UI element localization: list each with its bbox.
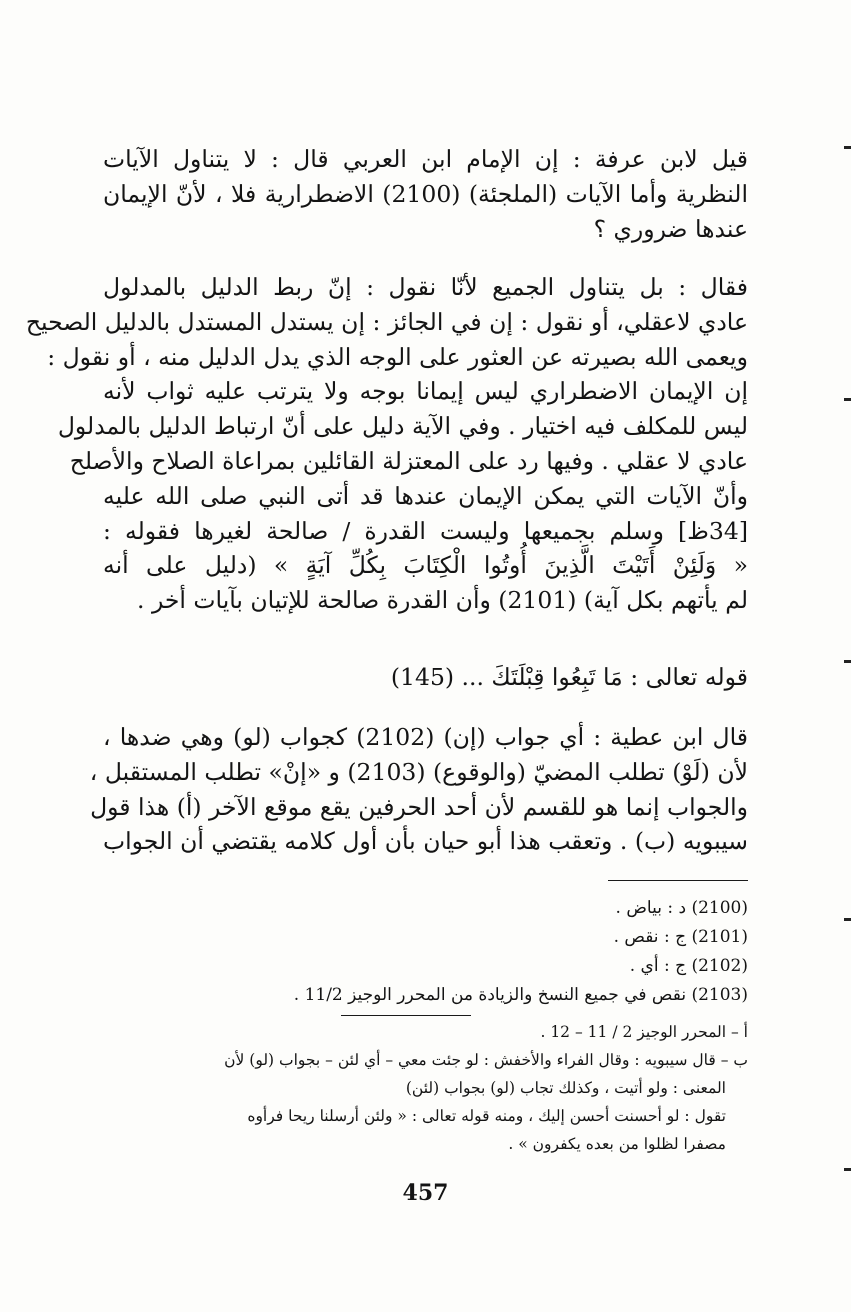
text-line: [34ظ] وسلم بجميعها وليست القدرة / صالحة لغيرها فقوله : bbox=[103, 516, 748, 545]
text-line: والجواب إنما هو للقسم لأن أحد الحرفين يقع موقع الآخر (أ) هذا قول bbox=[90, 792, 748, 821]
scan-edge-mark bbox=[844, 1168, 851, 1171]
notes-separator bbox=[341, 1015, 471, 1016]
text-line: لم يأتهم بكل آية) (2101) وأن القدرة صالحة للإتيان بآيات أخر . bbox=[137, 586, 748, 615]
paragraph-2 bbox=[25, 270, 748, 618]
text-line: فقال : بل يتناول الجميع لأنّا نقول : إنّ ربط الدليل بالمدلول bbox=[103, 273, 748, 301]
footnote-separator bbox=[608, 880, 748, 881]
editor-note: ب – قال سيبويه : وقال الفراء والأخفش : لو جئت معي – أي لئن – بجواب (لو) لأن bbox=[224, 1051, 748, 1069]
text-line: قيل لابن عرفة : إن الإمام ابن العربي قال : لا يتناول الآيات bbox=[103, 145, 748, 173]
editor-note: تقول : لو أحسنت أحسن إليك ، ومنه قوله تعالى : « ولئن أرسلنا ريحا فرأوه bbox=[247, 1107, 726, 1125]
text-line: عندها ضروري ؟ bbox=[593, 214, 748, 243]
text-line: إن الإيمان الاضطراري ليس إيمانا بوجه ولا يترتب عليه ثواب لأنه bbox=[103, 377, 748, 406]
text-line: عادي لاعقلي، أو نقول : إن في الجائز : إن يستدل المستدل بالدليل الصحيح bbox=[25, 307, 748, 336]
scan-edge-mark bbox=[844, 146, 851, 149]
scan-edge-mark bbox=[844, 660, 851, 663]
footnotes bbox=[103, 894, 748, 1010]
verse-heading bbox=[148, 660, 748, 695]
footnote: (2102) ج : أي . bbox=[629, 956, 748, 976]
scan-edge-mark bbox=[844, 918, 851, 921]
editor-note: مصفرا لظلوا من بعده يكفرون » . bbox=[508, 1135, 726, 1153]
text-line: عادي لا عقلي . وفيها رد على المعتزلة القائلين بمراعاة الصلاح والأصلح bbox=[69, 446, 748, 475]
text-line: ليس للمكلف فيه اختيار . وفي الآية دليل على أنّ ارتباط الدليل بالمدلول bbox=[57, 412, 748, 441]
editor-note: أ – المحرر الوجيز 2 / 11 – 12 . bbox=[540, 1023, 748, 1041]
text-line: قال ابن عطية : أي جواب (إن) (2102) كجواب (لو) وهي ضدها ، bbox=[103, 723, 748, 751]
editor-notes bbox=[88, 1018, 748, 1158]
footnote: (2100) د : بياض . bbox=[615, 898, 748, 918]
text-line: ويعمى الله بصيرته عن العثور على الوجه الذي يدل الدليل منه ، أو نقول : bbox=[47, 342, 748, 371]
quran-verse-line: « وَلَئِنْ أَتَيْتَ الَّذِينَ أُوتُوا الْكِتَابَ بِكُلِّ آيَةٍ » (دليل على أنه bbox=[103, 551, 748, 580]
page-number: 457 bbox=[402, 1180, 449, 1206]
paragraph-1 bbox=[103, 142, 748, 246]
text-line: قوله تعالى : مَا تَبِعُوا قِبْلَتَكَ ... (145) bbox=[390, 663, 748, 691]
scan-edge-mark bbox=[844, 398, 851, 401]
footnote: (2101) ج : نقص . bbox=[613, 927, 748, 947]
footnote: (2103) نقص في جميع النسخ والزيادة من المحرر الوجيز 11/2 . bbox=[293, 985, 748, 1005]
text-line: سيبويه (ب) . وتعقب هذا أبو حيان بأن أول كلامه يقتضي أن الجواب bbox=[103, 827, 748, 856]
paragraph-4 bbox=[89, 720, 748, 859]
text-line: النظرية وأما الآيات (الملجئة) (2100) الاضطرارية فلا ، لأنّ الإيمان bbox=[103, 179, 748, 208]
text-line: لأن (لَوْ) تطلب المضيّ (والوقوع) (2103) و «إنْ» تطلب المستقبل ، bbox=[89, 757, 748, 786]
text-line: وأنّ الآيات التي يمكن الإيمان عندها قد أتى النبي صلى الله عليه bbox=[103, 481, 748, 510]
editor-note: المعنى : ولو أتيت ، وكذلك تجاب (لو) بجواب (لئن) bbox=[405, 1079, 726, 1097]
